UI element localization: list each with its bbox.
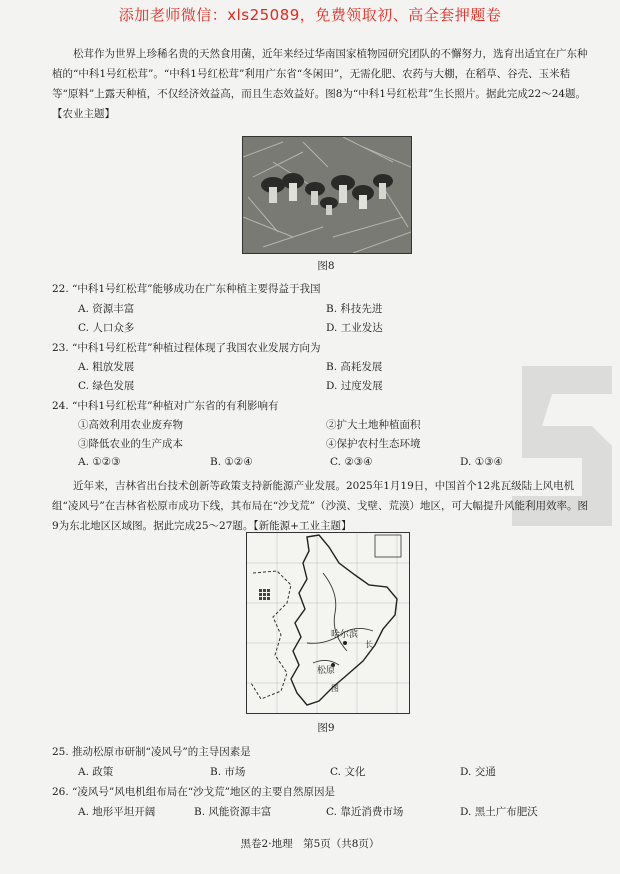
question-26-stem: “凌风号”风电机组布局在“沙戈荒”地区的主要自然原因是 — [72, 786, 336, 798]
q22-option-d[interactable]: D. 工业发达 — [326, 322, 383, 334]
question-22-number: 22. — [52, 283, 69, 295]
promo-header: 添加老师微信：xls25089，免费领取初、高全套押题卷 — [118, 6, 502, 24]
question-25-number: 25. — [52, 746, 69, 758]
q23-option-d[interactable]: D. 过度发展 — [326, 380, 383, 392]
map-label-tu: 图 — [331, 684, 339, 693]
map-label-harbin: 哈尔滨 — [331, 630, 359, 640]
question-23-stem: “中科1号红松茸”种植过程体现了我国农业发展方向为 — [72, 342, 321, 354]
map-label-songyuan: 松原 — [317, 666, 336, 676]
q22-option-a[interactable]: A. 资源丰富 — [78, 303, 135, 315]
page-footer: 黑卷2·地理 第5页（共8页） — [240, 838, 380, 850]
northeast-china-map-image — [247, 533, 409, 713]
q25-option-b[interactable]: B. 市场 — [210, 766, 246, 778]
q23-option-b[interactable]: B. 高耗发展 — [326, 361, 383, 373]
figure-8-caption: 图8 — [317, 260, 335, 272]
question-22-stem: “中科1号红松茸”能够成功在广东种植主要得益于我国 — [72, 283, 321, 295]
q26-option-d[interactable]: D. 黑土广布肥沃 — [460, 806, 538, 818]
question-24-stem: “中科1号红松茸”种植对广东省的有利影响有 — [72, 400, 279, 412]
q24-option-b[interactable]: B. ①②④ — [210, 456, 253, 468]
question-26-number: 26. — [52, 786, 69, 798]
mushroom-photo — [242, 136, 412, 254]
map-label-chang: 长 — [365, 640, 373, 649]
question-22 — [52, 281, 320, 296]
q24-statement-2: ②扩大土地种植面积 — [326, 419, 421, 431]
question-24-number: 24. — [52, 400, 69, 412]
mushroom-photo-image — [243, 137, 411, 253]
q24-statement-3: ③降低农业的生产成本 — [78, 438, 183, 450]
q25-option-c[interactable]: C. 文化 — [330, 766, 366, 778]
q26-option-a[interactable]: A. 地形平坦开阔 — [78, 806, 156, 818]
passage-2: 近年来，吉林省出台技术创新等政策支持新能源产业发展。2025年1月19日，中国首个12兆瓦级陆上风电机组“凌风号”在吉林省松原市成功下线，其布局在“沙戈荒”（沙漠、戈壁、荒漠）地区，可大幅提升风能利用效率。图9为东北地区区域图。据此完成25～27题。【新能源+工业主题】 — [52, 480, 588, 532]
question-23 — [52, 340, 320, 355]
question-24 — [52, 398, 278, 413]
q23-option-a[interactable]: A. 粗放发展 — [78, 361, 135, 373]
question-25 — [52, 744, 251, 759]
q24-option-c[interactable]: C. ②③④ — [330, 456, 373, 468]
q24-statement-1: ①高效利用农业废弃物 — [78, 419, 183, 431]
q26-option-c[interactable]: C. 靠近消费市场 — [326, 806, 404, 818]
q24-option-a[interactable]: A. ①②③ — [78, 456, 121, 468]
q25-option-d[interactable]: D. 交通 — [460, 766, 496, 778]
q24-option-d[interactable]: D. ①③④ — [460, 456, 503, 468]
question-23-number: 23. — [52, 342, 69, 354]
q22-option-c[interactable]: C. 人口众多 — [78, 322, 135, 334]
question-25-stem: 推动松原市研制“凌风号”的主导因素是 — [72, 746, 251, 758]
figure-9-caption: 图9 — [317, 722, 335, 734]
q23-option-c[interactable]: C. 绿色发展 — [78, 380, 135, 392]
q22-option-b[interactable]: B. 科技先进 — [326, 303, 383, 315]
q25-option-a[interactable]: A. 政策 — [78, 766, 114, 778]
northeast-china-map — [246, 532, 410, 714]
q26-option-b[interactable]: B. 风能资源丰富 — [194, 806, 272, 818]
q24-statement-4: ④保护农村生态环境 — [326, 438, 421, 450]
question-26 — [52, 784, 335, 799]
passage-1: 松茸作为世界上珍稀名贵的天然食用菌，近年来经过华南国家植物园研究团队的不懈努力，选育出适宜在广东种植的“中科1号红松茸”。“中科1号红松茸”利用广东省“冬闲田”，无需化肥、农药与大棚，在稻草、谷壳、玉米秸等“原料”上露天种植，不仅经济效益高，而且生态效益好。图8为“中科1号红松茸”生长照片。据此完成22～24题。【农业主题】 — [52, 48, 588, 120]
